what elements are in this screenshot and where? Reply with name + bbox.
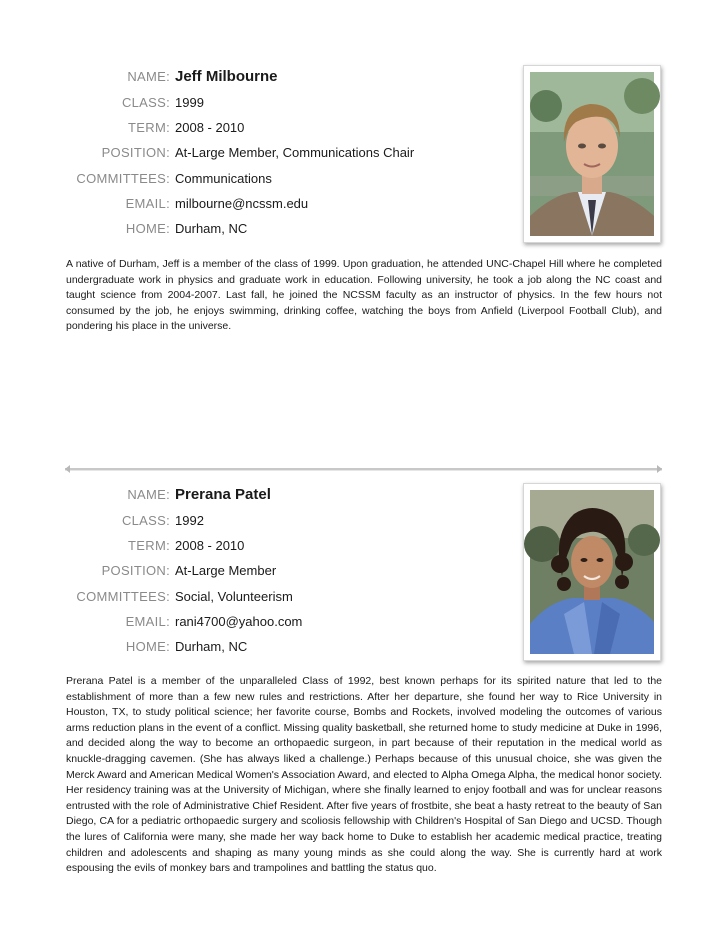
field-label: CLASS: (121, 95, 170, 110)
profile-bio: A native of Durham, Jeff is a member of the class of 1999. Upon graduation, he attended UNC-Chapel Hill where he completed undergraduate work in physics and graduate work in education. Following university, he took a job along the NC coast and taught science from 2004-2007. Last fall, he joined the NCSSM faculty as an instructor of physics. In the few hours not consumed by the job, he enjoys swimming, drinking coffee, watching the boys from Anfield (Liverpool Football Club), and pondering his place in the universe. (66, 258, 662, 333)
profile-term: 2008 - 2010 (175, 120, 245, 135)
profile-committees: Social, Volunteerism (175, 589, 293, 604)
field-class (0, 93, 480, 113)
profile-class: 1999 (175, 95, 204, 110)
profile-home: Durham, NC (175, 639, 248, 654)
field-email (0, 194, 480, 214)
profile-position: At-Large Member (175, 563, 277, 578)
field-name (0, 485, 480, 505)
field-committees (0, 169, 480, 189)
field-term (0, 118, 480, 138)
profile-position: At-Large Member, Communications Chair (175, 145, 415, 160)
field-label: HOME: (125, 639, 170, 654)
profile-term: 2008 - 2010 (175, 538, 245, 553)
field-label: HOME: (125, 221, 170, 236)
profile-name: Prerana Patel (175, 486, 271, 503)
profile-photo (523, 65, 661, 243)
profile-photo (523, 483, 661, 661)
field-label: NAME: (127, 69, 170, 84)
profile-name: Jeff Milbourne (175, 68, 278, 85)
field-label: EMAIL: (125, 196, 170, 211)
photo-portrait-man (524, 66, 660, 242)
field-label: EMAIL: (125, 614, 170, 629)
section-divider (63, 463, 664, 475)
field-term (0, 536, 480, 556)
field-name (0, 67, 480, 87)
profile-bio: Prerana Patel is a member of the unparalleled Class of 1992, best known perhaps for its spirited nature that led to the establishment of more than a few new rules and restrictions. After her departure, she found her way to Rice University in Houston, TX, to study political science; her favorite course, Bombs and Rockets, involved modeling the outcomes of various arms reduction plans in the event of a conflict. Missing quality basketball, she returned home to study medicine at Duke in 1996, and decided along the way to become an orthopaedic surgeon, in part because of their reputation in the medical world as knuckle-dragging cavemen. (She has always liked a challenge.) Perhaps because of this unusual choice, she was given the Merck Award and American Medical Women's Association Award, and elected to Alpha Omega Alpha, the medical honor society. Her residency training was at the University of Michigan, where she finally learned to enjoy football and was for unclear reasons entrusted with the role of Administrative Chief Resident. After five years of frostbite, she beat a hasty retreat to the beauty of San Diego, CA for a pediatric orthopaedic surgery and scoliosis fellowship with Children's Hospital of San Diego and UCSD. Though the lures of California were many, she made her way back home to Duke to establish her academic medical practice, treating children and adolescents and shaping as many young minds as she could along the way. She is currently hard at work espousing the evils of monkey bars and trampolines and battling the status quo. (66, 675, 662, 875)
field-label: CLASS: (121, 513, 170, 528)
profile-home: Durham, NC (175, 221, 248, 236)
field-label: TERM: (128, 120, 170, 135)
field-label: POSITION: (101, 563, 170, 578)
field-label: NAME: (127, 487, 170, 502)
field-label: POSITION: (101, 145, 170, 160)
field-committees (0, 587, 480, 607)
field-email (0, 612, 480, 632)
field-home (0, 219, 480, 239)
field-label: TERM: (128, 538, 170, 553)
field-label: COMMITTEES: (76, 171, 170, 186)
profile-class: 1992 (175, 513, 204, 528)
profile-email[interactable]: rani4700@yahoo.com (175, 614, 303, 629)
field-position (0, 143, 480, 163)
field-position (0, 561, 480, 581)
field-home (0, 637, 480, 657)
photo-portrait-woman (524, 484, 660, 660)
profile-email[interactable]: milbourne@ncssm.edu (175, 196, 309, 211)
field-label: COMMITTEES: (76, 589, 170, 604)
profile-committees: Communications (175, 171, 272, 186)
field-class (0, 511, 480, 531)
